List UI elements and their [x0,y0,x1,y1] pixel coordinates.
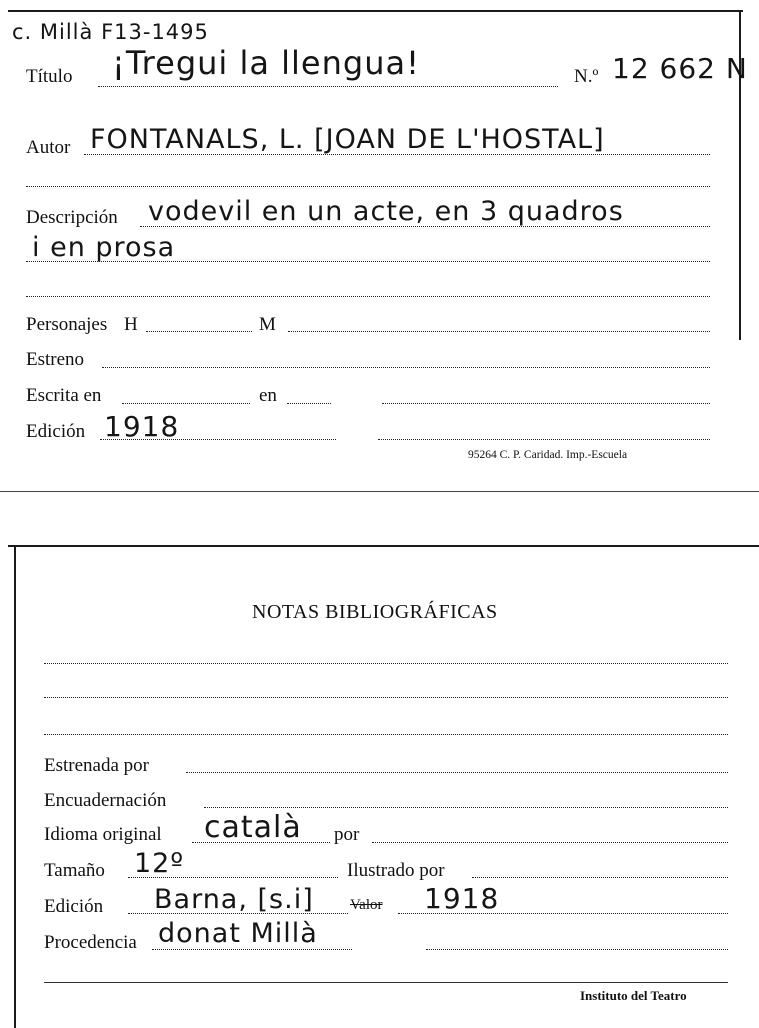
procedencia-line-2 [426,949,728,950]
procedencia-label: Procedencia [44,932,137,953]
tamano-value: 12º [134,848,185,879]
edicion2-label: Edición [44,896,104,917]
encuadernacion-label: Encuadernación [44,790,167,811]
card2-top-edge [8,545,759,547]
estreno-label: Estreno [26,349,85,370]
encuadernacion-line [204,807,728,808]
tamano-label: Tamaño [44,860,105,881]
notas-line-1 [44,663,728,664]
edicion2-value: Barna, [s.i] [154,884,314,915]
idioma-value: català [204,810,302,845]
m-label: M [259,314,276,335]
descripcion-label: Descripción [26,207,118,228]
autor-value: FONTANALS, L. [JOAN DE L'HOSTAL] [90,124,605,155]
en-line-2 [382,403,710,404]
footer-institution: Instituto del Teatro [580,988,687,1003]
titulo-line [98,86,558,87]
edicion-line-2 [378,439,710,440]
h-label: H [124,314,138,335]
card2-left-edge [14,545,16,1028]
procedencia-value: donat Millà [158,918,318,949]
descripcion-value-1: vodevil en un acte, en 3 quadros [148,196,624,227]
ilustrado-line [472,877,728,878]
card1-top-edge [8,10,743,12]
personajes-label: Personajes [26,314,108,335]
estrenada-label: Estrenada por [44,755,149,776]
titulo-label: Título [26,66,73,87]
notas-line-2 [44,697,728,698]
edicion-label: Edición [26,421,86,442]
descripcion-line-3 [26,296,710,297]
descripcion-value-2: i en prosa [32,232,176,263]
en-label: en [259,385,277,406]
valor-label: Valor [350,897,383,913]
estreno-line [102,367,710,368]
titulo-value: ¡Tregui la llengua! [112,44,420,82]
procedencia-line [152,949,352,950]
en-line-1 [287,403,331,404]
card2-bottom-rule [44,982,728,983]
escrita-label: Escrita en [26,385,102,406]
card1-bottom-edge [0,491,759,492]
por-label: por [334,824,360,845]
corner-note: c. Millà F13-1495 [12,20,209,44]
valor-value: 1918 [424,882,500,915]
edicion-value: 1918 [104,410,180,443]
autor-line-2 [26,186,710,187]
numero-label: N.º [574,66,599,87]
h-line [146,331,252,332]
ilustrado-label: Ilustrado por [347,860,445,881]
escrita-line [122,403,250,404]
estrenada-line [186,772,728,773]
notas-heading: NOTAS BIBLIOGRÁFICAS [252,601,498,623]
idioma-label: Idioma original [44,824,162,845]
m-line [288,331,710,332]
por-line [372,842,728,843]
autor-label: Autor [26,137,71,158]
numero-value: 12 662 N [612,52,748,85]
printer-imprint: 95264 C. P. Caridad. Imp.-Escuela [468,449,628,461]
notas-line-3 [44,734,728,735]
